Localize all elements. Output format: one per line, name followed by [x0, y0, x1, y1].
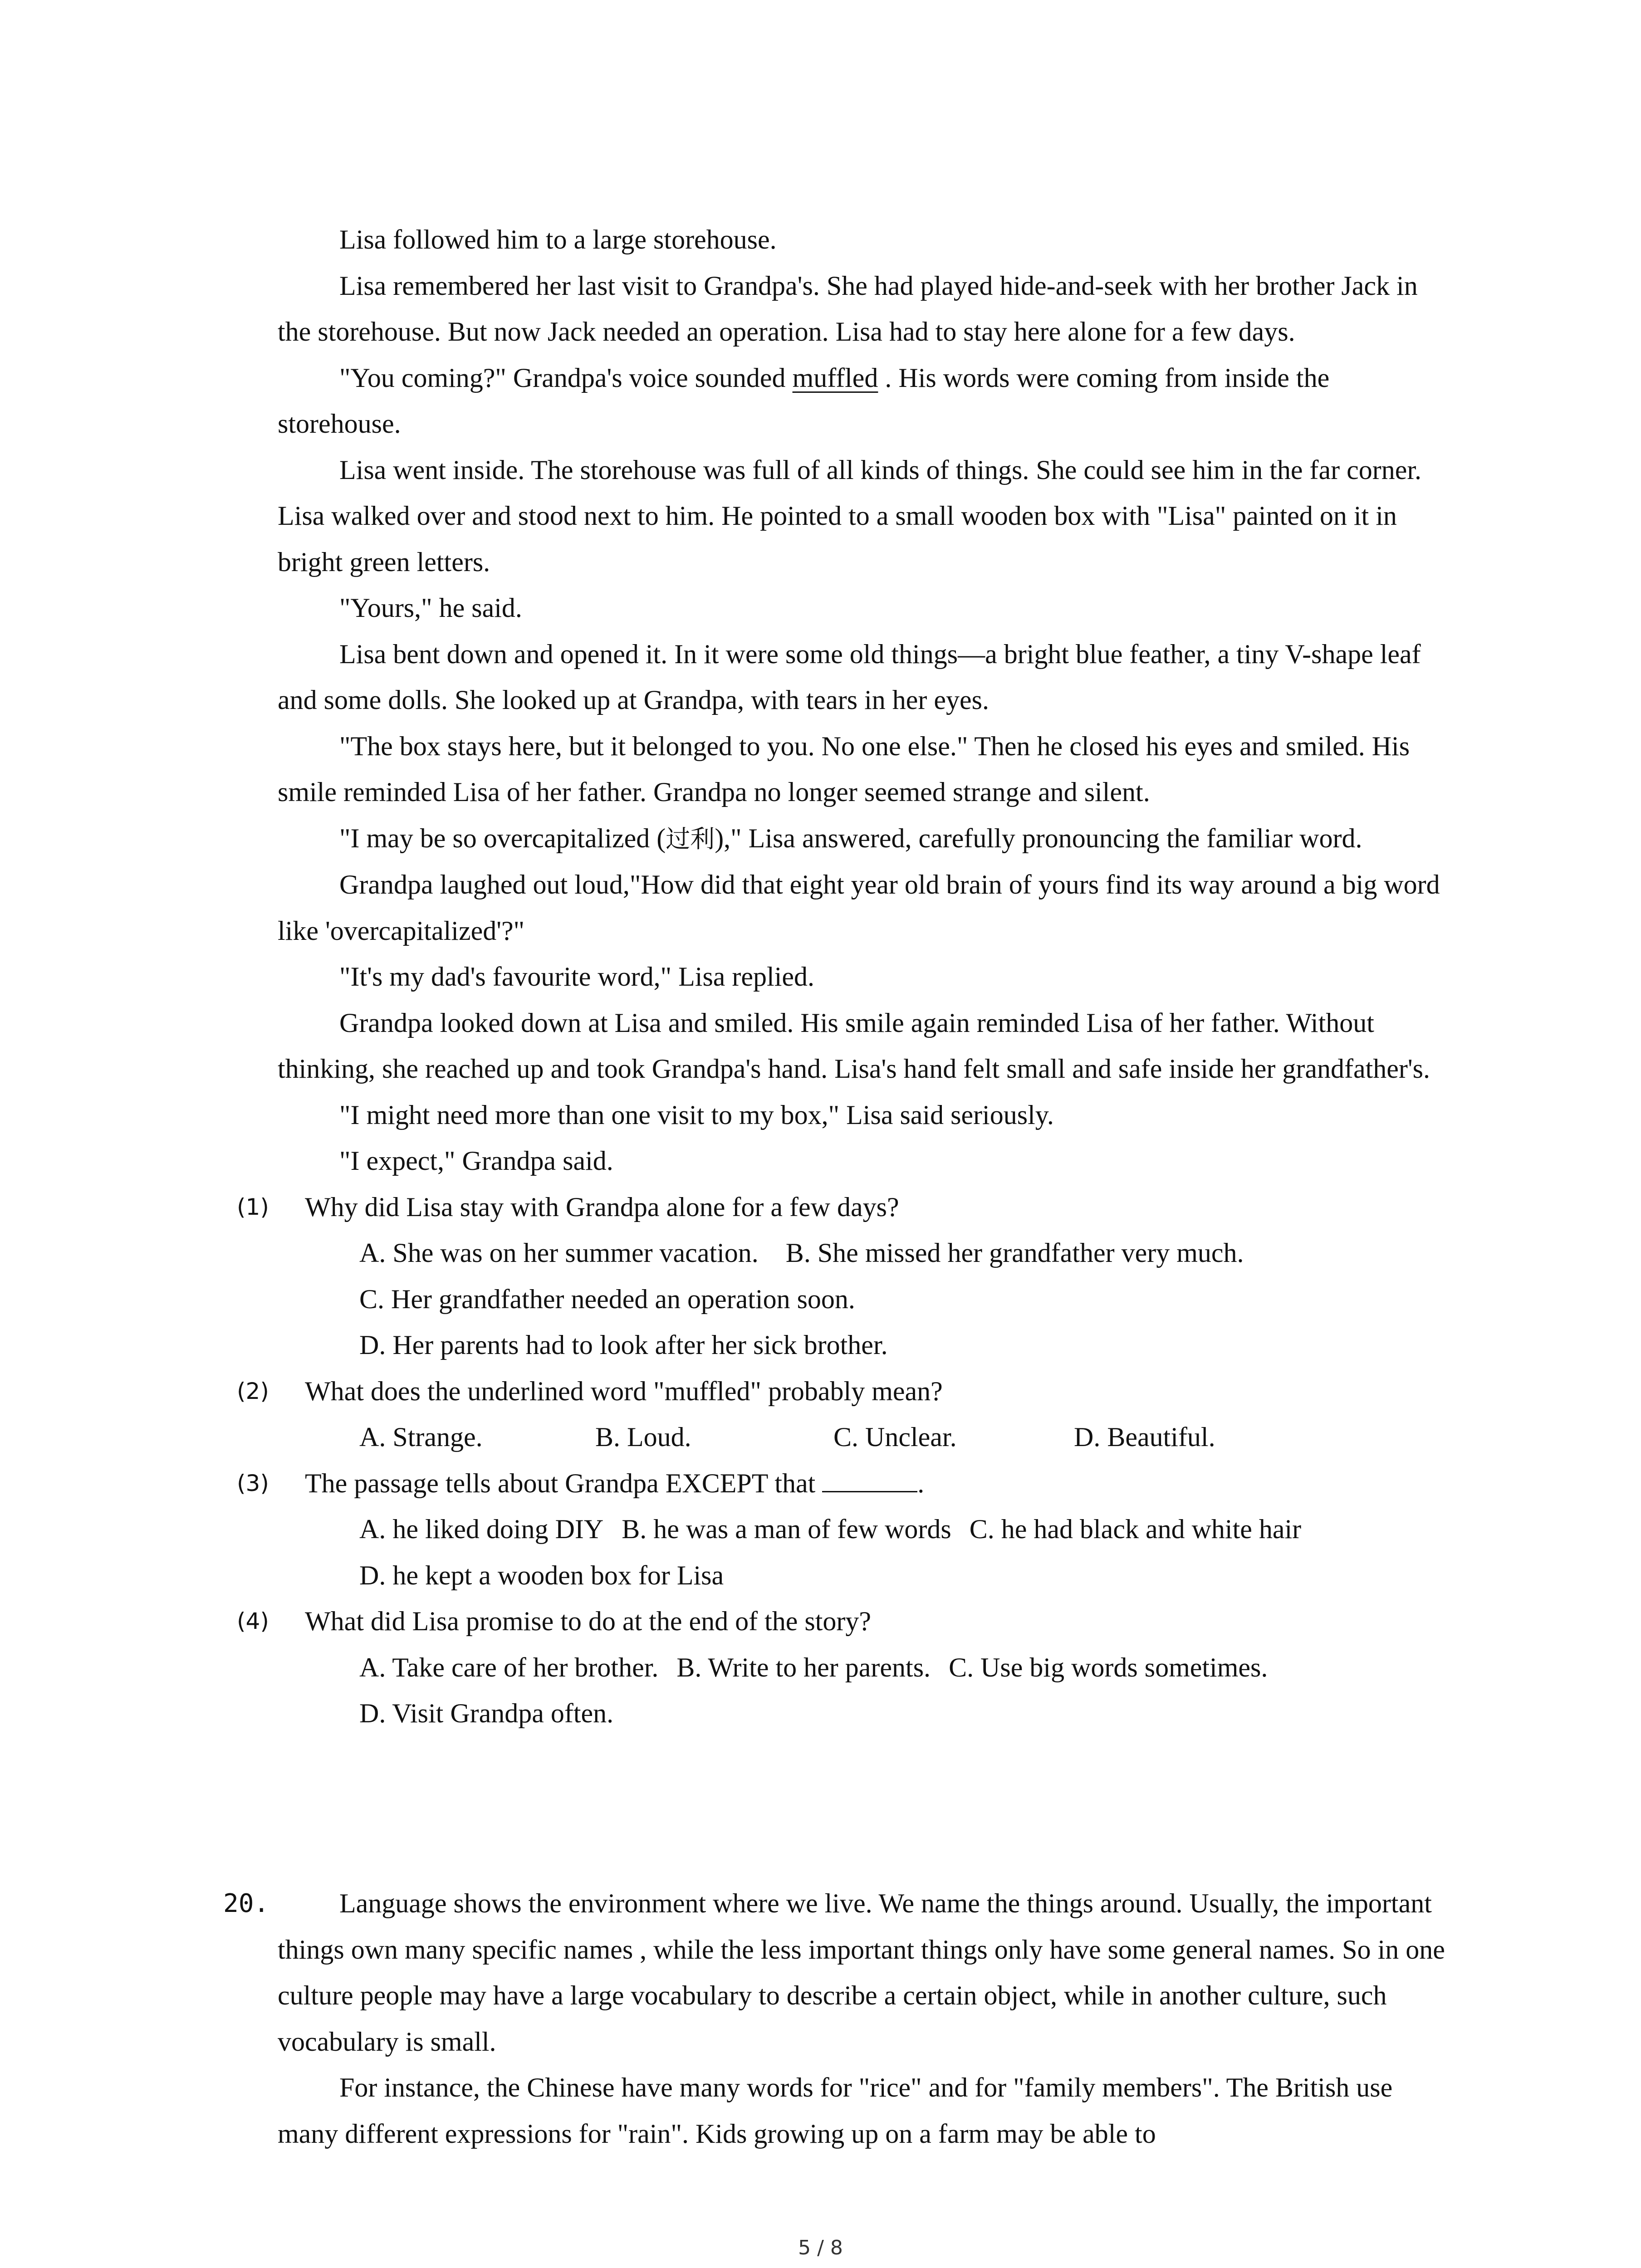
options-line	[359, 1414, 1448, 1461]
paragraph: Language shows the environment where we live. We name the things around. Usually, the important things own many specific names , while the less important things only have some general names. So in one culture people may have a large vocabulary to describe a certain object, while in another culture, such vocabulary is small.	[278, 1888, 1445, 2057]
option: D. Visit Grandpa often.	[359, 1698, 614, 1728]
question-number: (1)	[237, 1193, 269, 1220]
option: A. She was on her summer vacation.	[359, 1238, 759, 1268]
question-1	[237, 1184, 1448, 1231]
paragraph: Lisa bent down and opened it. In it were some old things—a bright blue feather, a tiny V-shape leaf and some dolls. She looked up at Grandpa, with tears in her eyes.	[278, 639, 1421, 715]
option: A. he liked doing DIY	[359, 1514, 604, 1544]
options-line	[359, 1553, 1448, 1599]
question-2	[237, 1369, 1448, 1415]
options-line	[359, 1506, 1448, 1553]
option: D. Beautiful.	[1074, 1422, 1215, 1452]
option: C. Use big words sometimes.	[949, 1652, 1268, 1682]
answer-blank	[822, 1468, 917, 1492]
paragraph: Lisa remembered her last visit to Grandpa's. She had played hide-and-seek with her brother Jack in the storehouse. But now Jack needed an operation. Lisa had to stay here alone for a few days.	[278, 270, 1418, 347]
paragraph: "I may be so overcapitalized (过利)," Lisa answered, carefully pronouncing the familiar word.	[339, 823, 1362, 853]
question-text: What does the underlined word "muffled" probably mean?	[305, 1376, 943, 1406]
options-line	[359, 1276, 1448, 1323]
question-number: (2)	[237, 1378, 269, 1404]
paragraph: Lisa went inside. The storehouse was full of all kinds of things. She could see him in the far corner. Lisa walked over and stood next to him. He pointed to a small wooden box with "Lisa" painted on it in bright green letters.	[278, 455, 1422, 577]
option: D. he kept a wooden box for Lisa	[359, 1560, 724, 1590]
paragraph: "You coming?" Grandpa's voice sounded muffled . His words were coming from inside the storehouse.	[278, 362, 1330, 439]
question-text: The passage tells about Grandpa EXCEPT that	[305, 1468, 816, 1498]
passage-20	[278, 1881, 1448, 2157]
options-line	[359, 1691, 1448, 1737]
option: C. he had black and white hair	[969, 1514, 1302, 1544]
paragraph: "It's my dad's favourite word," Lisa replied.	[339, 962, 815, 992]
passage-19	[237, 217, 1448, 1737]
options-line	[359, 1322, 1448, 1369]
question-text: What did Lisa promise to do at the end of the story?	[305, 1606, 872, 1636]
options-line	[359, 1645, 1448, 1691]
paragraph: For instance, the Chinese have many words for "rice" and for "family members". The British use many different expressions for "rain". Kids growing up on a farm may be able to	[278, 2072, 1393, 2149]
page-number: 5 / 8	[798, 2236, 843, 2259]
option: B. Loud.	[595, 1422, 691, 1452]
question-4	[237, 1598, 1448, 1645]
paragraph: Grandpa laughed out loud,"How did that eight year old brain of yours find its way around a big word like 'overcapitalized'?"	[278, 870, 1440, 946]
options-line	[359, 1230, 1448, 1276]
paragraph: Lisa followed him to a large storehouse.	[339, 225, 777, 254]
paragraph: Grandpa looked down at Lisa and smiled. His smile again reminded Lisa of her father. Without thinking, she reached up and took Grandpa's hand. Lisa's hand felt small and safe inside her grandfather's.	[278, 1007, 1430, 1084]
option: B. Write to her parents.	[676, 1652, 931, 1682]
option: B. he was a man of few words	[622, 1514, 951, 1544]
option: C. Unclear.	[833, 1422, 957, 1452]
option: D. Her parents had to look after her sick brother.	[359, 1330, 888, 1360]
paragraph: "The box stays here, but it belonged to you. No one else." Then he closed his eyes and smiled. His smile reminded Lisa of her father. Grandpa no longer seemed strange and silent.	[278, 731, 1410, 807]
paragraph: "Yours," he said.	[339, 593, 522, 623]
question-20-number: 20.	[223, 1889, 269, 1918]
option: A. Strange.	[359, 1422, 483, 1452]
underlined-word: muffled	[792, 362, 878, 393]
option: C. Her grandfather needed an operation soon.	[359, 1284, 855, 1314]
option: A. Take care of her brother.	[359, 1652, 659, 1682]
question-3: (3) The passage tells about Grandpa EXCEPT that .	[278, 1461, 1448, 1507]
chinese-gloss: 过利	[666, 824, 715, 853]
option: B. She missed her grandfather very much.	[785, 1238, 1244, 1268]
question-number: (3)	[237, 1470, 269, 1496]
question-number: (4)	[237, 1608, 269, 1634]
question-text: Why did Lisa stay with Grandpa alone for a few days?	[305, 1192, 899, 1222]
paragraph: "I might need more than one visit to my box," Lisa said seriously.	[339, 1100, 1054, 1130]
paragraph: "I expect," Grandpa said.	[339, 1146, 613, 1176]
